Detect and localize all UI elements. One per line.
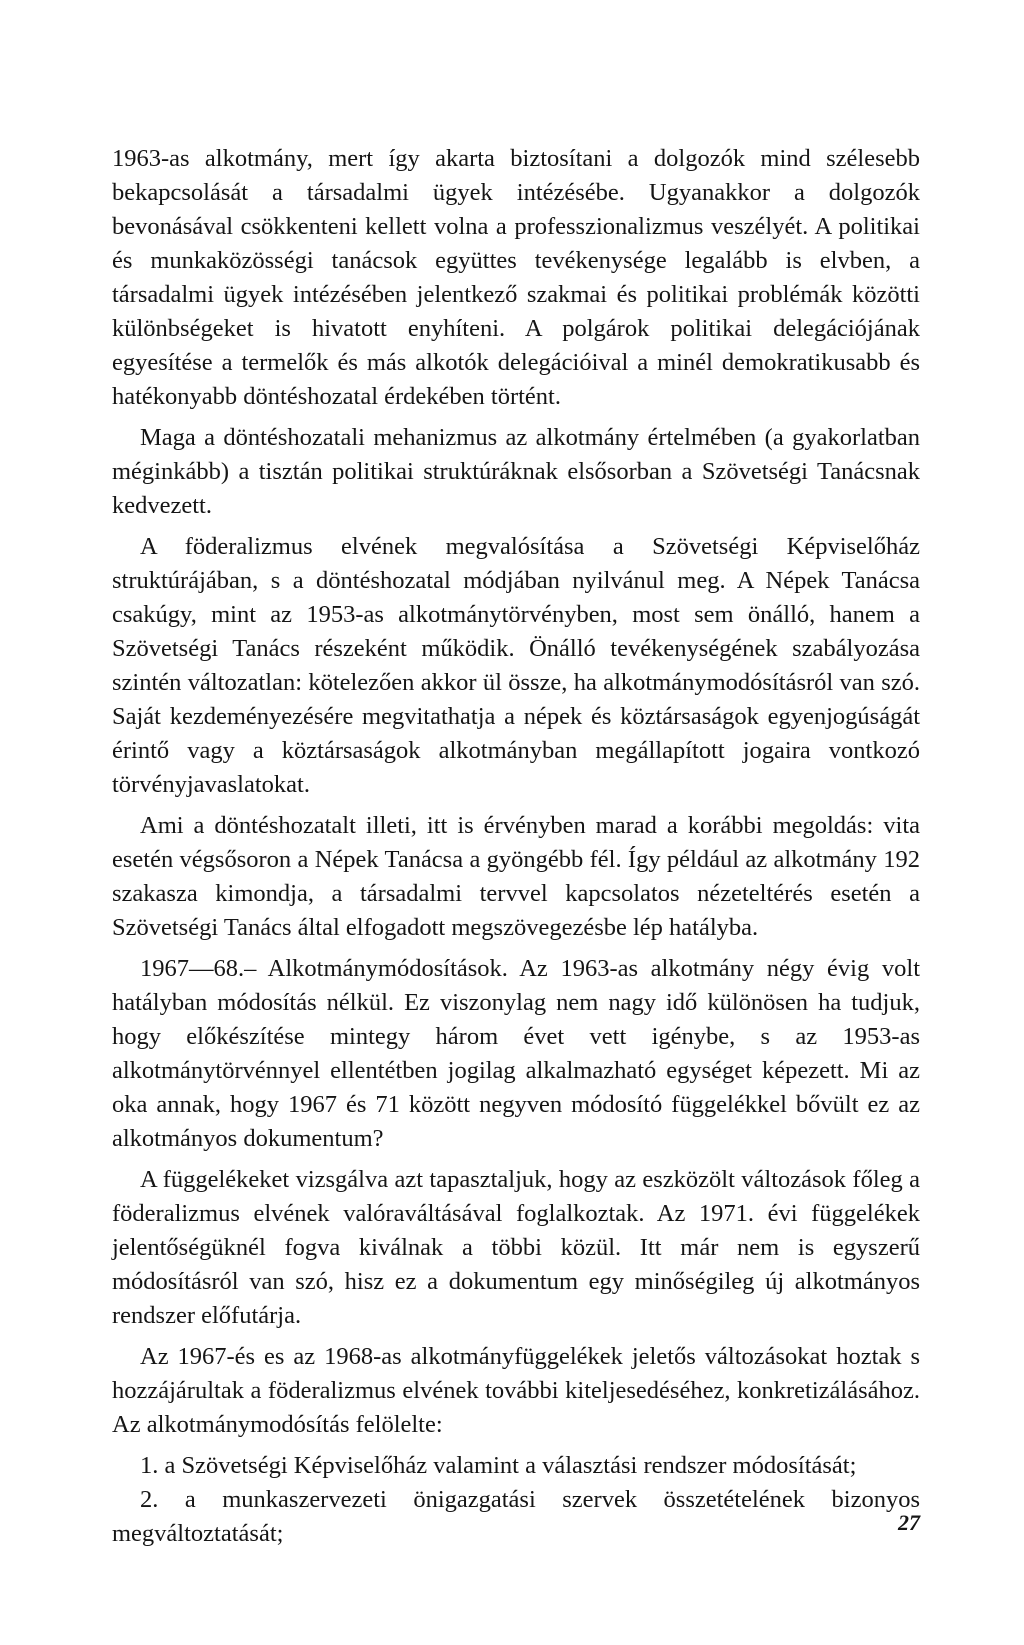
paragraph: 1963-as alkotmány, mert így akarta biztosítani a dolgozók mind szélesebb bekapcsolását a társadalmi ügyek intézésébe. Ugyanakkor a dolgozók bevonásával csökkenteni kellett volna a professzionalizmus veszélyét. A politikai és munkaközösségi tanácsok együttes tevékenysége legalább is elvben, a társadalmi ügyek intézésében jelentkező szakmai és politikai problémák közötti különbségeket is hivatott enyhíteni. A polgárok politikai delegációjának egyesítése a termelők és más alkotók delegációival a minél demokratikusabb és hatékonyabb döntéshozatal érdekében történt. (112, 145, 920, 410)
paragraph: Maga a döntéshozatali mehanizmus az alkotmány értelmében (a gyakorlatban méginkább) a tisztán politikai struktúráknak elsősorban a Szövetségi Tanácsnak kedvezett. (112, 424, 920, 519)
paragraph: A föderalizmus elvének megvalósítása a Szövetségi Képviselőház struktúrájában, s a döntéshozatal módjában nyilvánul meg. A Népek Tanácsa csakúgy, mint az 1953-as alkotmánytörvényben, most sem önálló, hanem a Szövetségi Tanács részeként működik. Önálló tevékenységének szabályozása szintén változatlan: kötelezően akkor ül össze, ha alkotmánymodósításról van szó. Saját kezdeményezésére megvitathatja a népek és köztársaságok egyenjogúságát érintő vagy a köztársaságok alkotmányban megállapított jogaira vontkozó törvényjavaslatokat. (112, 533, 920, 798)
paragraph: Az 1967-és es az 1968-as alkotmányfüggelékek jeletős változásokat hoztak s hozzájárultak a föderalizmus elvének további kiteljesedéséhez, konkretizálásához. Az alkotmánymodósítás felölelte: (112, 1343, 920, 1438)
paragraph: 1967—68.– Alkotmánymódosítások. Az 1963-as alkotmány négy évig volt hatályban módosítás nélkül. Ez viszonylag nem nagy idő különösen ha tudjuk, hogy előkészítése mintegy három évet vett igénybe, s az 1953-as alkotmánytörvénnyel ellentétben jogilag alkalmazható egységet képezett. Mi az oka annak, hogy 1967 és 71 között negyven módosító függelékkel bővült ez az alkotmányos dokumentum? (112, 955, 920, 1152)
list-item: 1. a Szövetségi Képviselőház valamint a választási rendszer módosítását; (140, 1452, 857, 1479)
paragraph: A függelékeket vizsgálva azt tapasztaljuk, hogy az eszközölt változások főleg a föderalizmus elvének valóraváltásával foglalkoztak. Az 1971. évi függelékek jelentőségüknél fogva kiválnak a többi közül. Itt már nem is egyszerű módosításról van szó, hisz ez a dokumentum egy minőségileg új alkotmányos rendszer előfutárja. (112, 1166, 920, 1329)
page-number: 27 (898, 1510, 920, 1535)
body-text (112, 142, 920, 1551)
paragraph: Ami a döntéshozatalt illeti, itt is érvényben marad a korábbi megoldás: vita esetén végsősoron a Népek Tanácsa a gyöngébb fél. Így például az alkotmány 192 szakasza kimondja, a társadalmi tervvel kapcsolatos nézeteltérés esetén a Szövetségi Tanács által elfogadott megszövegezésbe lép hatályba. (112, 812, 920, 941)
list-item: 2. a munkaszervezeti önigazgatási szervek összetételének bizonyos megváltoztatását; (112, 1486, 920, 1547)
